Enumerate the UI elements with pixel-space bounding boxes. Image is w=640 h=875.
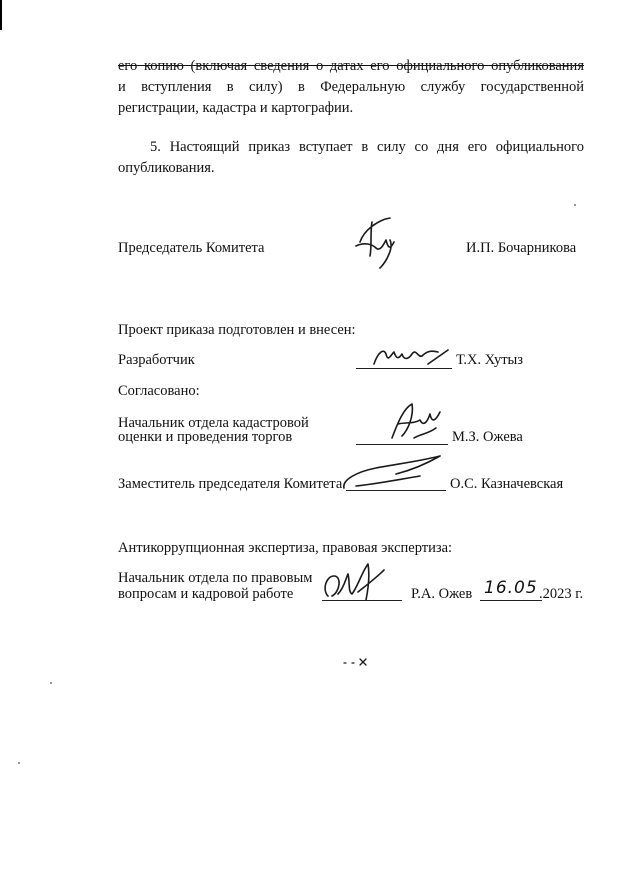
deputy-name: О.С. Казначевская: [450, 476, 564, 492]
paragraph-continuation-line1: его копию (включая сведения о датах его официального опубликования: [118, 58, 584, 74]
developer-role: Разработчик: [118, 352, 195, 368]
chairman-title: Председатель Комитета: [118, 240, 265, 256]
legal-head-role-line2: вопросам и кадровой работе: [118, 586, 294, 602]
cadastral-head-signature-line: [356, 444, 448, 445]
cadastral-head-role-line1: Начальник отдела кадастровой: [118, 415, 309, 431]
project-note: Проект приказа подготовлен и внесен:: [118, 322, 356, 338]
date-underline: [480, 600, 542, 601]
cadastral-head-role-line2: оценки и проведения торгов: [118, 429, 293, 445]
paragraph-continuation-line3: регистрации, кадастра и картографии.: [118, 100, 354, 116]
legal-head-role-line1: Начальник отдела по правовым: [118, 570, 313, 586]
scan-stamp-mark: [340, 655, 370, 669]
scan-speck: [18, 762, 20, 764]
chairman-name: И.П. Бочарникова: [466, 240, 577, 256]
paragraph-5-line2: опубликования.: [118, 160, 215, 176]
scan-speck: [574, 204, 576, 206]
date-handwritten: 16.05: [484, 578, 538, 598]
paragraph-continuation-line2: и вступления в силу) в Федеральную службу государственной: [118, 79, 584, 95]
scan-edge-mark: [0, 0, 2, 30]
cadastral-head-signature: [384, 398, 444, 444]
paragraph-5-line1: 5. Настоящий приказ вступает в силу со дня его официального: [150, 139, 584, 155]
developer-name: Т.Х. Хутыз: [456, 352, 524, 368]
developer-signature: [368, 344, 452, 372]
legal-head-name: Р.А. Ожев: [411, 586, 473, 602]
legal-head-signature: [318, 556, 388, 606]
expertise-label: Антикоррупционная экспертиза, правовая экспертиза:: [118, 540, 453, 556]
deputy-role: Заместитель председателя Комитета: [118, 476, 343, 492]
date-year: .2023 г.: [539, 586, 584, 602]
agreed-label: Согласовано:: [118, 383, 200, 399]
cadastral-head-name: М.З. Ожева: [452, 429, 523, 445]
deputy-signature: [336, 450, 448, 494]
chairman-signature: [350, 212, 410, 274]
scan-speck: [50, 682, 52, 684]
